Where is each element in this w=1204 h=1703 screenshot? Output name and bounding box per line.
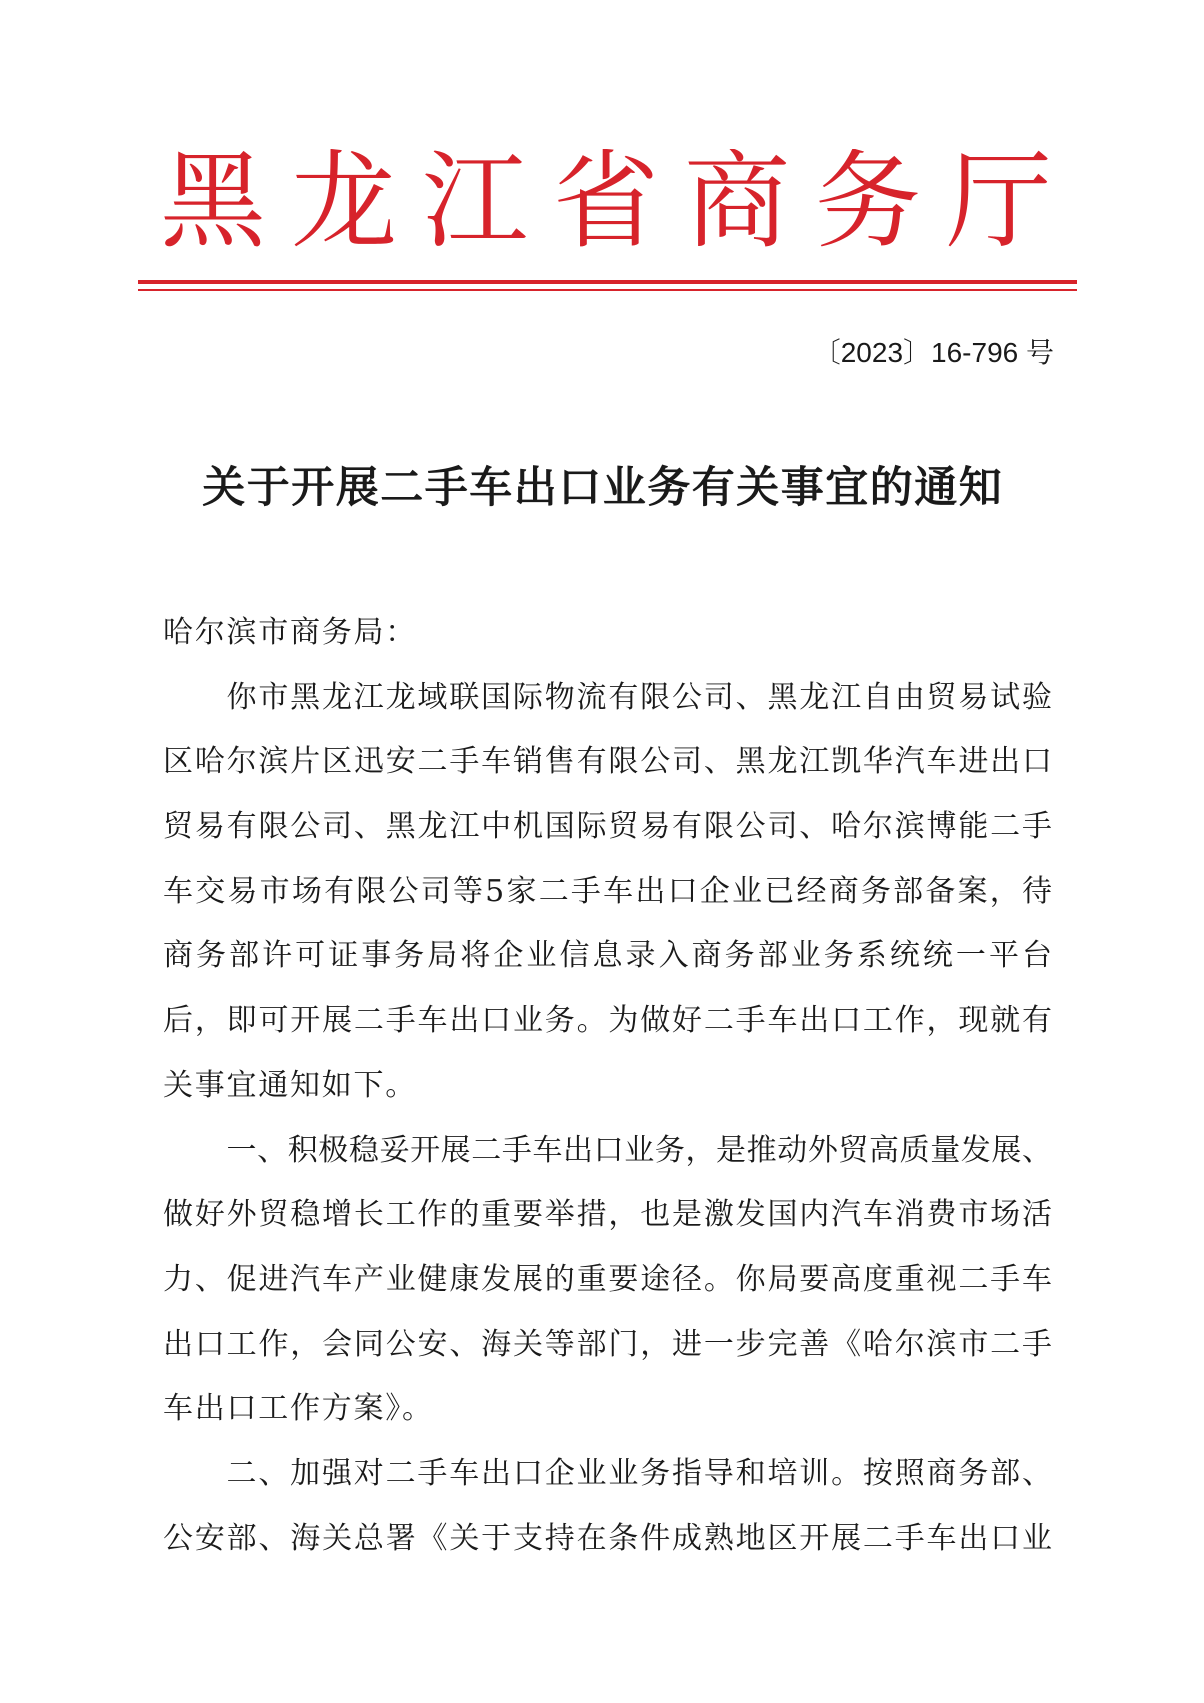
red-divider-thick [138, 280, 1077, 284]
paragraph-line: 出口工作，会同公安、海关等部门，进一步完善《哈尔滨市二手 [163, 1326, 1052, 1362]
paragraph-3 [163, 1442, 1052, 1571]
document-body [163, 601, 1052, 1571]
paragraph-line: 贸易有限公司、黑龙江中机国际贸易有限公司、哈尔滨博能二手 [163, 809, 1052, 845]
paragraph-2 [163, 1119, 1052, 1442]
paragraph-line: 做好外贸稳增长工作的重要举措，也是激发国内汽车消费市场活 [163, 1197, 1052, 1233]
paragraph-line: 你市黑龙江龙域联国际物流有限公司、黑龙江自由贸易试验 [226, 679, 1052, 715]
salutation: 哈尔滨市商务局： [163, 615, 417, 650]
document-number: 〔2023〕16-796 号 [812, 337, 1054, 368]
paragraph-line: 公安部、海关总署《关于支持在条件成熟地区开展二手车出口业 [163, 1520, 1052, 1556]
paragraph-line: 车交易市场有限公司等5家二手车出口企业已经商务部备案，待 [163, 873, 1052, 909]
paragraph-line: 二、加强对二手车出口企业业务指导和培训。按照商务部、 [226, 1455, 1052, 1491]
red-divider-thin [138, 289, 1077, 291]
paragraph-1 [163, 666, 1052, 1119]
paragraph-line: 商务部许可证事务局将企业信息录入商务部业务系统统一平台 [163, 938, 1052, 974]
paragraph-line: 关事宜通知如下。 [163, 1067, 417, 1103]
paragraph-line: 车出口工作方案》。 [163, 1391, 434, 1427]
issuing-organization-header: 黑龙江省商务厅 [160, 149, 1052, 255]
paragraph-line: 区哈尔滨片区迅安二手车销售有限公司、黑龙江凯华汽车进出口 [163, 744, 1052, 780]
document-title: 关于开展二手车出口业务有关事宜的通知 [202, 463, 1004, 513]
paragraph-line: 一、积极稳妥开展二手车出口业务，是推动外贸高质量发展、 [226, 1132, 1052, 1168]
paragraph-line: 后，即可开展二手车出口业务。为做好二手车出口工作，现就有 [163, 1003, 1052, 1039]
paragraph-line: 力、促进汽车产业健康发展的重要途径。你局要高度重视二手车 [163, 1261, 1052, 1297]
